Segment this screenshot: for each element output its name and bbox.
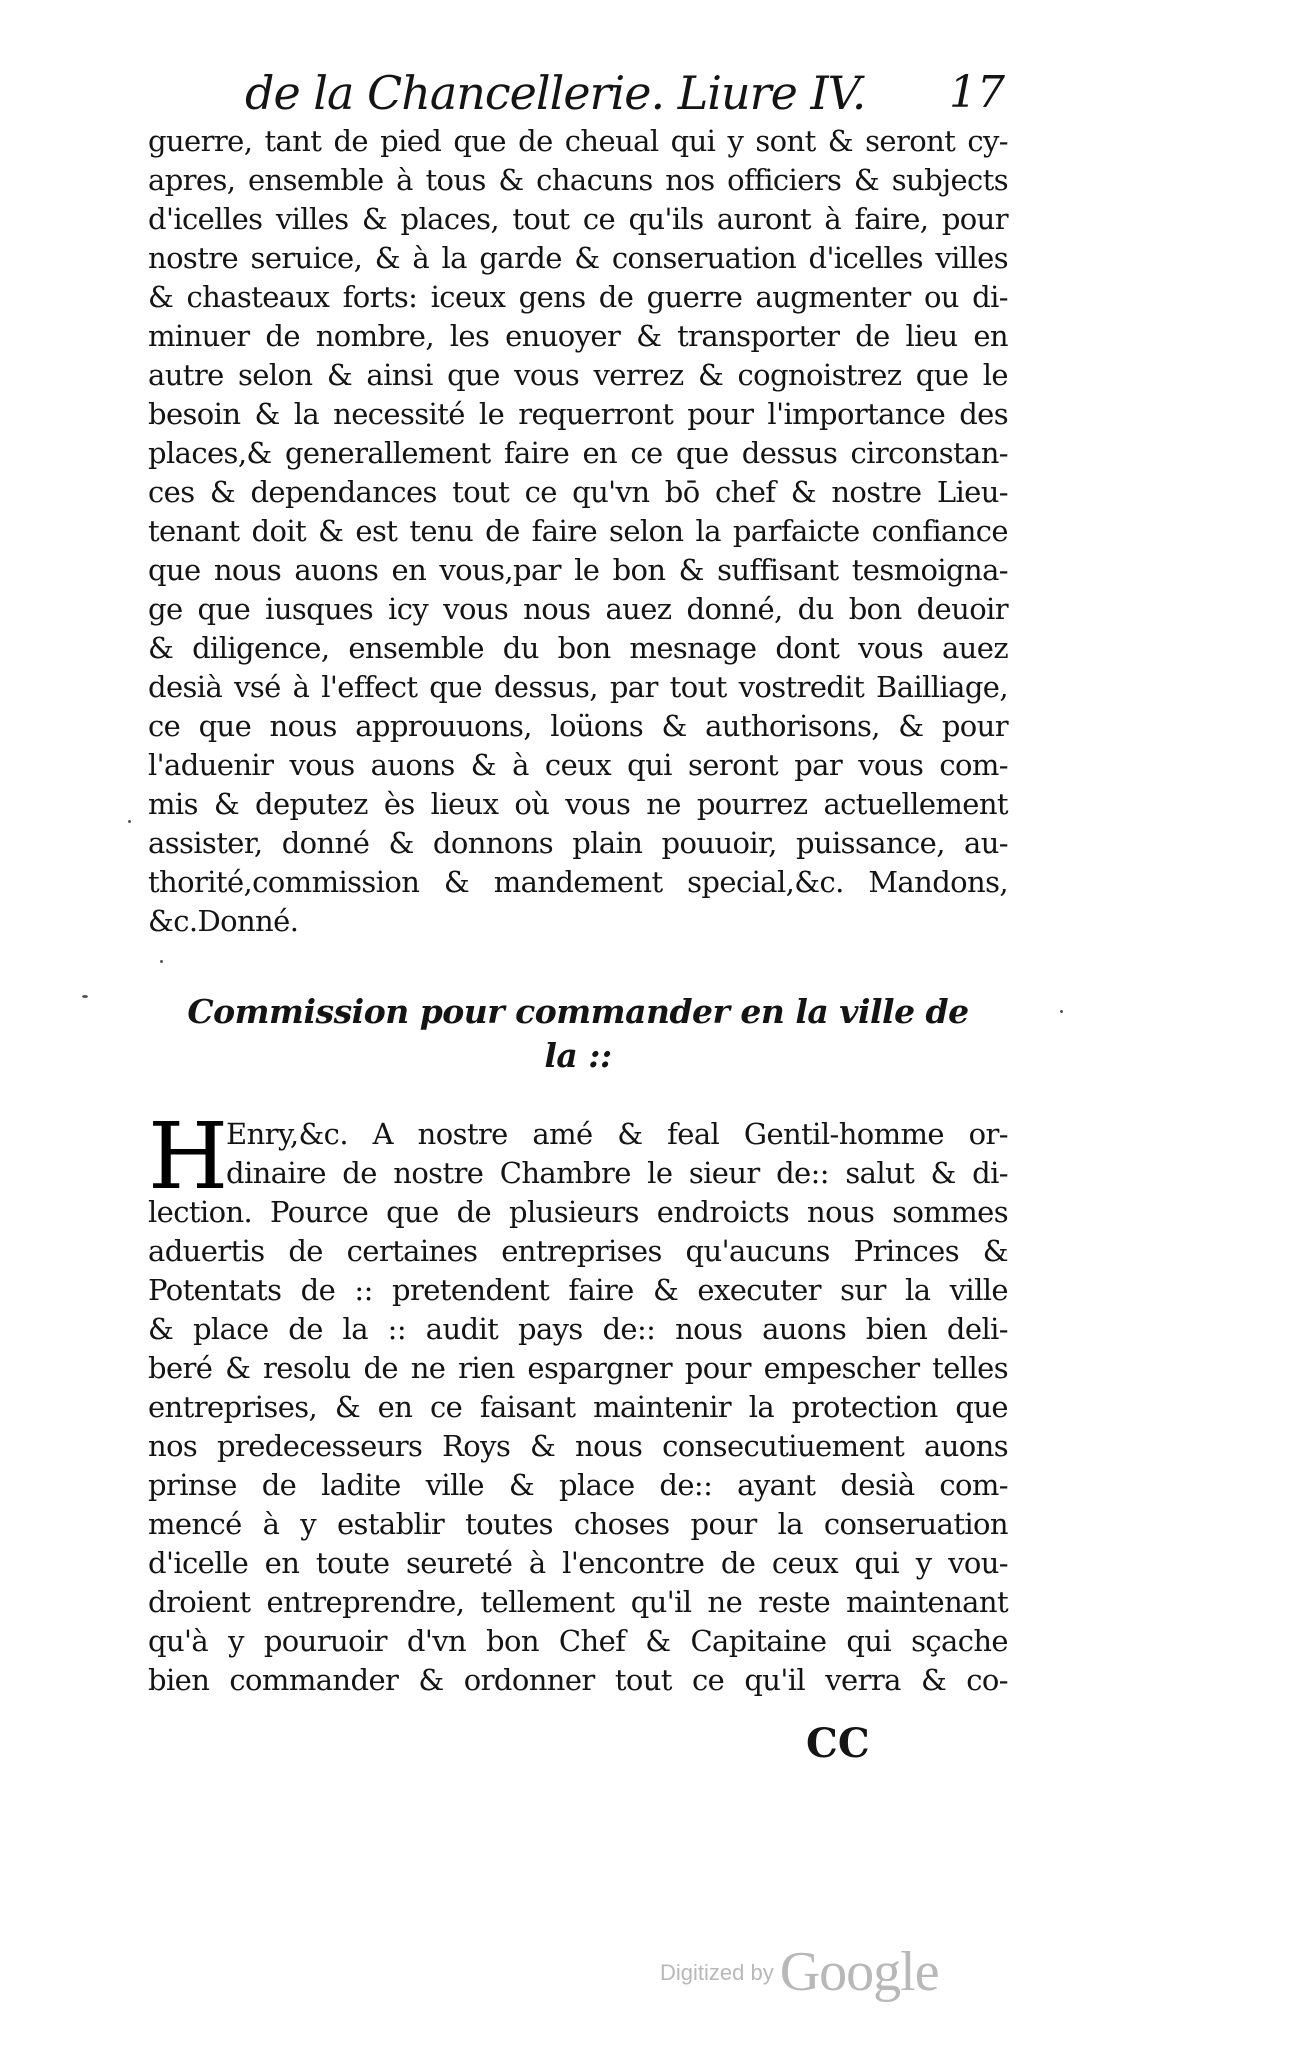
text-line: bien commander & ordonner tout ce qu'il verra & co-	[148, 1663, 1008, 1697]
page-number: 17	[949, 67, 1005, 118]
text-line: ge que iusques icy vous nous auez donné, du bon deuoir	[148, 592, 1008, 626]
text-line: autre selon & ainsi que vous verrez & cognoistrez que le	[148, 358, 1008, 392]
text-line: prinse de ladite ville & place de:: ayant desià com-	[148, 1468, 1008, 1502]
text-line: beré & resolu de ne rien espargner pour empescher telles	[148, 1351, 1008, 1385]
text-line: l'aduenir vous auons & à ceux qui seront par vous com-	[148, 748, 1008, 782]
text-line: & place de la :: audit pays de:: nous auons bien deli-	[148, 1312, 1008, 1346]
drop-cap: H	[148, 1103, 229, 1210]
text-line: ces & dependances tout ce qu'vn bō chef & nostre Lieu-	[148, 475, 1008, 509]
watermark-brand: Google	[779, 1941, 939, 2003]
text-line: minuer de nombre, les enuoyer & transporter de lieu en	[148, 319, 1008, 353]
text-line: lection. Pource que de plusieurs endroicts nous sommes	[148, 1195, 1008, 1229]
ink-speck	[128, 820, 131, 823]
digitized-watermark	[660, 1940, 939, 2003]
text-line: besoin & la necessité le requerront pour l'importance des	[148, 397, 1008, 431]
running-head	[245, 58, 1005, 128]
text-line: ce que nous approuuons, loüons & authorisons, & pour	[148, 709, 1008, 743]
text-line: apres, ensemble à tous & chacuns nos officiers & subjects	[148, 163, 1008, 197]
ink-speck	[1060, 1010, 1063, 1013]
section-heading	[148, 990, 1008, 1078]
text-line: desià vsé à l'effect que dessus, par tout vostredit Bailliage,	[148, 670, 1008, 704]
text-line: droient entreprendre, tellement qu'il ne reste maintenant	[148, 1585, 1008, 1619]
text-line: thorité,commission & mandement special,&c. Mandons,	[148, 865, 1008, 899]
text-line: mencé à y establir toutes choses pour la conseruation	[148, 1507, 1008, 1541]
ink-speck	[82, 995, 88, 998]
text-line: dinaire de nostre Chambre le sieur de:: salut & di-	[226, 1156, 1008, 1190]
text-line: assister, donné & donnons plain pouuoir, puissance, au-	[148, 826, 1008, 860]
text-block-commission	[148, 1103, 1008, 1700]
text-line: guerre, tant de pied que de cheual qui y sont & seront cy-	[148, 124, 1008, 158]
running-title: de la Chancellerie. Liure IV.	[245, 66, 866, 120]
text-line: d'icelles villes & places, tout ce qu'ils auront à faire, pour	[148, 202, 1008, 236]
text-line: aduertis de certaines entreprises qu'aucuns Princes &	[148, 1234, 1008, 1268]
text-line: tenant doit & est tenu de faire selon la parfaicte confiance	[148, 514, 1008, 548]
text-line: & diligence, ensemble du bon mesnage dont vous auez	[148, 631, 1008, 665]
text-line: entreprises, & en ce faisant maintenir la protection que	[148, 1390, 1008, 1424]
ink-speck	[160, 960, 163, 963]
text-line: mis & deputez ès lieux où vous ne pourrez actuellement	[148, 787, 1008, 821]
text-block-continuation	[148, 122, 1008, 941]
text-line: &c.Donné.	[148, 904, 299, 938]
text-line: places,& generallement faire en ce que dessus circonstan-	[148, 436, 1008, 470]
text-line: que nous auons en vous,par le bon & suffisant tesmoigna-	[148, 553, 1008, 587]
catchword: CC	[806, 1720, 870, 1767]
text-line: qu'à y pouruoir d'vn bon Chef & Capitaine qui sçache	[148, 1624, 1008, 1658]
text-line: nos predecesseurs Roys & nous consecutiuement auons	[148, 1429, 1008, 1463]
text-line: & chasteaux forts: iceux gens de guerre augmenter ou di-	[148, 280, 1008, 314]
text-line: nostre seruice, & à la garde & conseruation d'icelles villes	[148, 241, 1008, 275]
text-line: Potentats de :: pretendent faire & executer sur la ville	[148, 1273, 1008, 1307]
watermark-prefix: Digitized by	[660, 1960, 774, 1985]
section-heading-line-1: Commission pour commander en la ville de	[187, 992, 969, 1031]
text-line: d'icelle en toute seureté à l'encontre de ceux qui y vou-	[148, 1546, 1008, 1580]
text-line: Enry,&c. A nostre amé & feal Gentil-homme or-	[226, 1117, 1008, 1151]
section-heading-line-2: la ::	[544, 1036, 612, 1075]
